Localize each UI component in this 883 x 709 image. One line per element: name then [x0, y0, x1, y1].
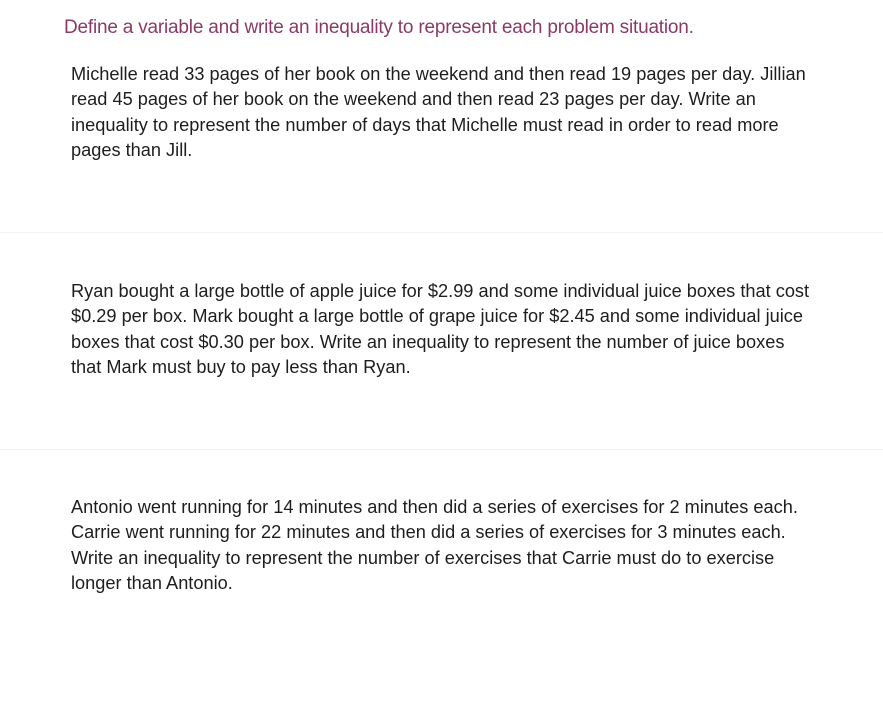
problem-line: $0.29 per box. Mark bought a large bottle of grape juice for $2.45 and some individual juice [71, 306, 804, 327]
problem-line: Carrie went running for 22 minutes and then did a series of exercises for 3 minutes each. [71, 522, 786, 543]
problem-michelle-jillian [71, 62, 861, 163]
problem-line: pages than Jill. [71, 139, 193, 160]
problem-line: Ryan bought a large bottle of apple juice for $2.99 and some individual juice boxes that cost [71, 281, 810, 301]
problem-line: Michelle read 33 pages of her book on the weekend and then read 19 pages per day. Jillian [71, 64, 806, 84]
problem-line: read 45 pages of her book on the weekend and then read 23 pages per day. Write an [71, 89, 756, 110]
problem-line: that Mark must buy to pay less than Ryan. [71, 356, 411, 377]
problem-line: Write an inequality to represent the number of exercises that Carrie must do to exercise [71, 547, 775, 568]
answer-space-divider [0, 232, 883, 233]
problem-antonio-carrie [71, 495, 861, 596]
problem-line: longer than Antonio. [71, 572, 233, 593]
answer-space-divider [0, 449, 883, 450]
problem-line: inequality to represent the number of days that Michelle must read in order to read more [71, 114, 779, 135]
problem-line: boxes that cost $0.30 per box. Write an inequality to represent the number of juice boxes [71, 331, 785, 352]
problem-ryan-mark [71, 279, 861, 380]
problem-line: Antonio went running for 14 minutes and then did a series of exercises for 2 minutes each. [71, 497, 798, 517]
instructions-heading: Define a variable and write an inequality to represent each problem situation. [64, 17, 694, 38]
